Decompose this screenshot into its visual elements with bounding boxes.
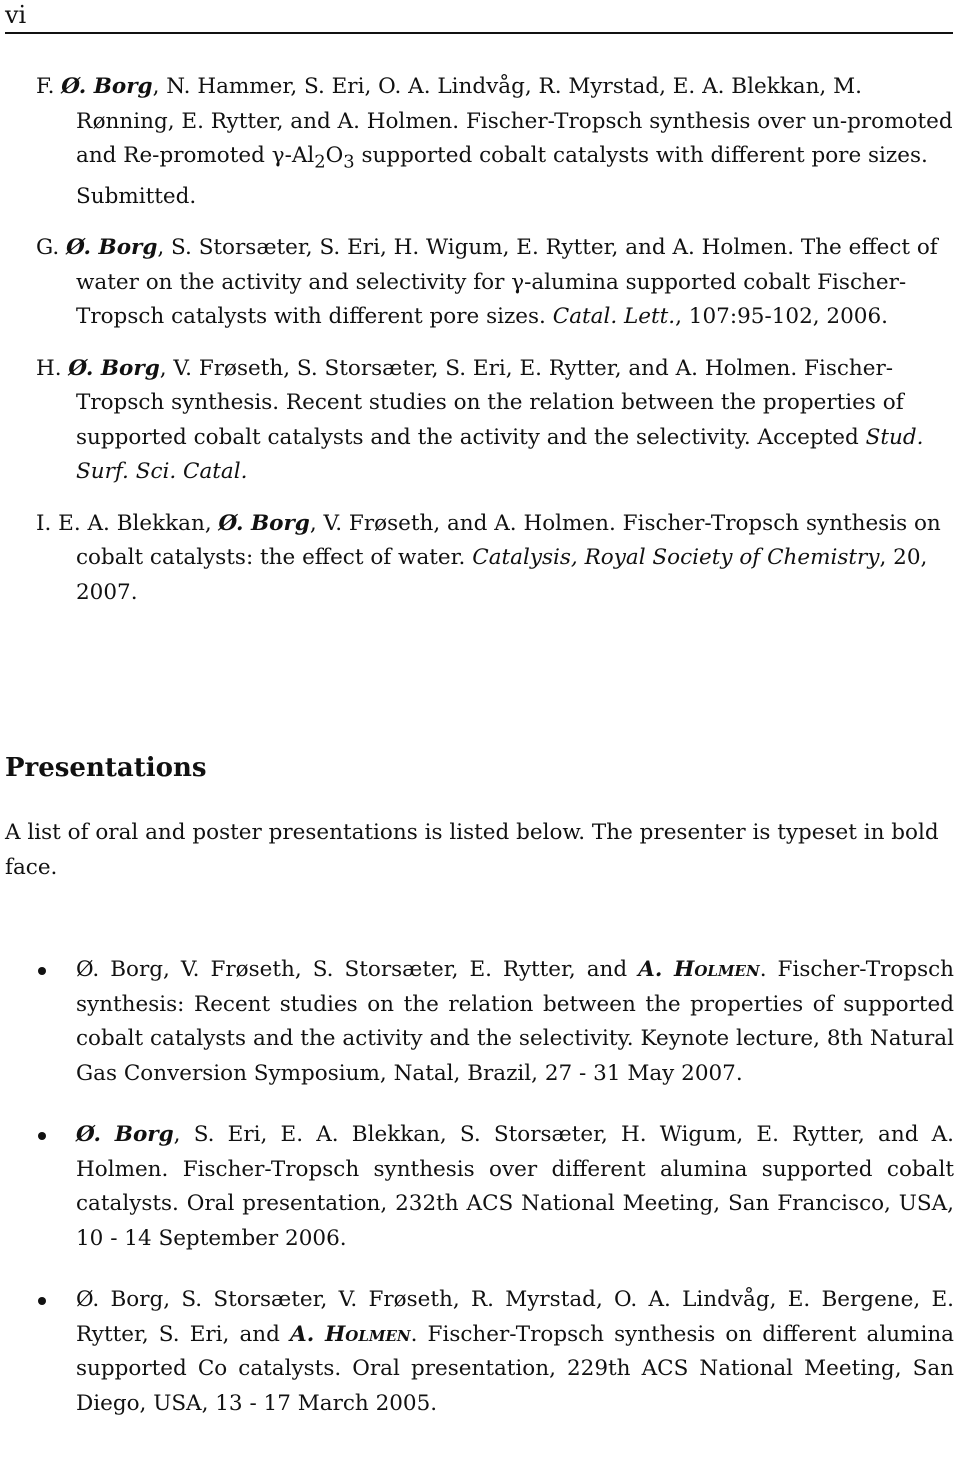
journal-name: Catal. Lett. [545, 304, 676, 330]
section-intro: A list of oral and poster presentations is listed below. The presenter is typeset in bold face. [5, 820, 939, 880]
bullet-icon [38, 1297, 46, 1305]
highlighted-author: Ø. Borg [68, 355, 160, 381]
section-heading: Presentations [5, 753, 207, 783]
publication-entry: H. Ø. Borg, V. Frøseth, S. Storsæter, S. Eri, E. Rytter, and A. Holmen. Fischer-Tropsch synthesis. Recent studies on the relation between the properties of supported cobalt catalysts and the activity and the selectivity. Accepted Stud. Surf. Sci. Catal. [36, 355, 924, 485]
highlighted-author: Ø. Borg [218, 510, 310, 536]
bullet-icon [38, 1132, 46, 1140]
presenter-name: Ø. Borg [76, 1122, 174, 1147]
publication-entry: I. E. A. Blekkan, Ø. Borg, V. Frøseth, and A. Holmen. Fischer-Tropsch synthesis on cobalt catalysts: the effect of water. Catalysis, Royal Society of Chemistry, 20, 2007. [36, 510, 941, 605]
page-header [5, 0, 953, 34]
presentation-item: Ø. Borg, V. Frøseth, S. Storsæter, E. Rytter, and A. Holmen. Fischer-Tropsch synthesis: Recent studies on the relation between the properties of supported cobalt catalysts and the activity and the selectivity. Keynote lecture, 8th Natural Gas Conversion Symposium, Natal, Brazil, 27 - 31 May 2007. [36, 953, 954, 1091]
journal-name: Stud. Surf. Sci. Catal. [76, 424, 924, 485]
presentation-item: Ø. Borg, S. Eri, E. A. Blekkan, S. Storsæter, H. Wigum, E. Rytter, and A. Holmen. Fischer-Tropsch synthesis over different alumina supported cobalt catalysts. Oral presentation, 232th ACS National Meeting, San Francisco, USA, 10 - 14 September 2006. [36, 1118, 954, 1256]
publication-entry: F. Ø. Borg, N. Hammer, S. Eri, O. A. Lindvåg, R. Myrstad, E. A. Blekkan, M. Rønning, E. Rytter, and A. Holmen. Fischer-Tropsch synthesis over un-promoted and Re-promoted $\gamma-Al_2O_3$ supported cobalt catalysts with different pore sizes. Submitted. [36, 74, 953, 209]
page-number: vi [5, 1, 27, 29]
journal-name: Catalysis, Royal Society of Chemistry [465, 545, 880, 571]
highlighted-author: Ø. Borg [61, 74, 153, 99]
presentation-list [36, 953, 954, 1448]
presentation-item: Ø. Borg, S. Storsæter, V. Frøseth, R. Myrstad, O. A. Lindvåg, E. Bergene, E. Rytter, S. Eri, and A. Holmen. Fischer-Tropsch synthesis on different alumina supported Co catalysts. Oral presentation, 229th ACS National Meeting, San Diego, USA, 13 - 17 March 2005. [36, 1283, 954, 1421]
publication-list [36, 70, 956, 627]
presenter-name: A. Holmen [638, 957, 760, 982]
publication-entry: G. Ø. Borg, S. Storsæter, S. Eri, H. Wigum, E. Rytter, and A. Holmen. The effect of water on the activity and selectivity for γ-alumina supported cobalt Fischer-Tropsch catalysts with different pore sizes. Catal. Lett., 107:95-102, 2006. [36, 235, 938, 330]
highlighted-author: Ø. Borg [66, 235, 158, 261]
bullet-icon [38, 967, 46, 975]
presenter-name: A. Holmen [290, 1321, 411, 1347]
